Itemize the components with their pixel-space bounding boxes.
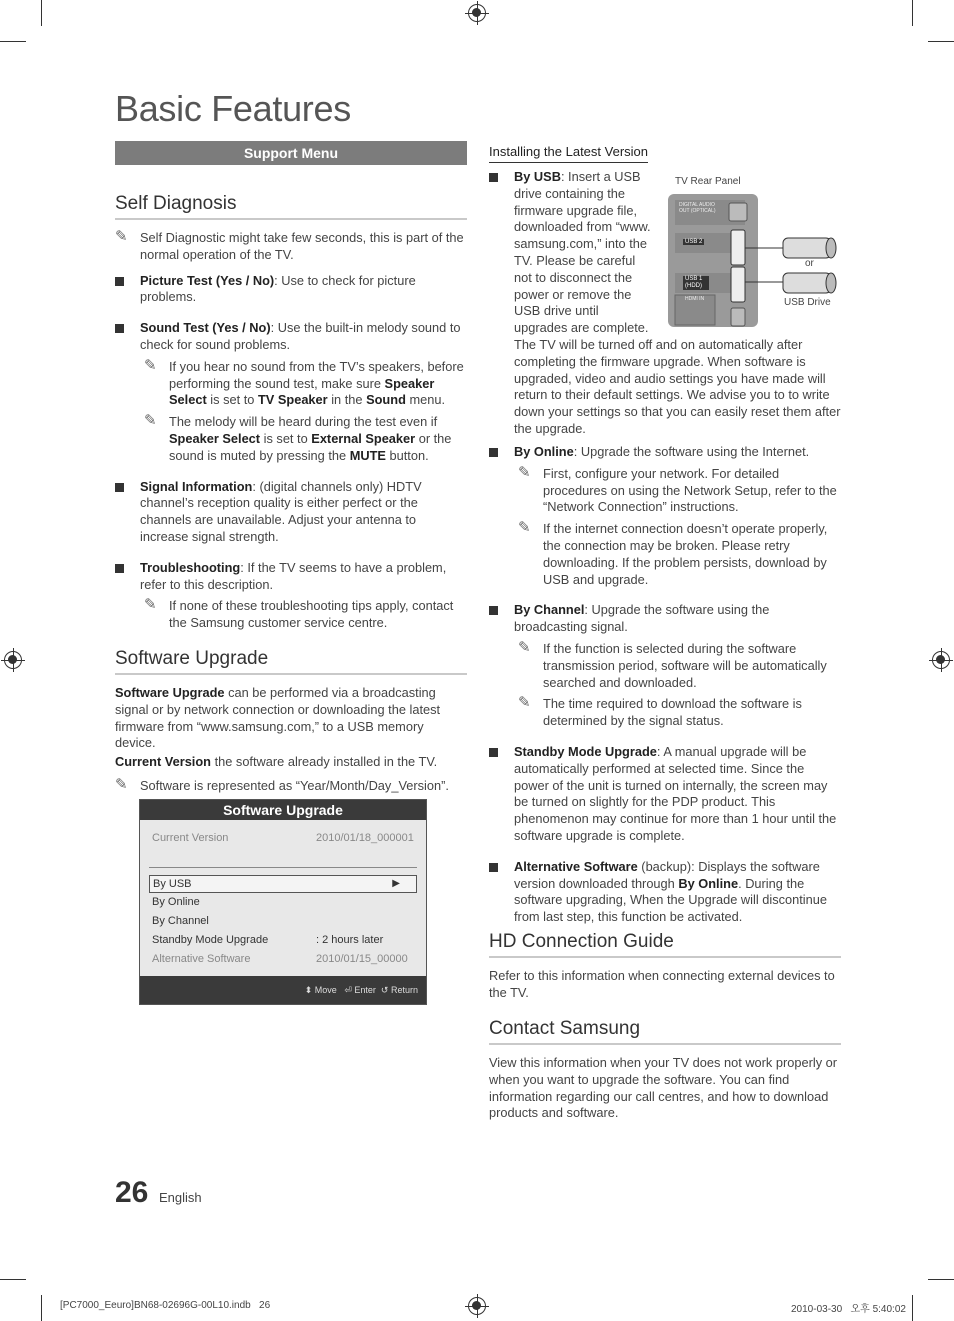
note-pencil-icon: ✎ [115,775,128,793]
note: ✎ If the internet connection doesn’t operate properly, the connection may be broken. Please retry downloading. If the problem persists, download by USB and upgrade. [518,519,828,587]
page-title: Basic Features [115,88,351,129]
right-column [489,144,841,169]
registration-mark-icon [468,4,486,22]
crop-mark [0,1279,26,1280]
or-label: or [805,258,814,269]
support-menu-bar: Support Menu [115,141,467,165]
list-item: By Online: Upgrade the software using the Internet. ✎ First, configure your network. For detailed procedures on using the Network Setup, refer to the “Network Connection” instructions. ✎ If the internet connection doesn’t operate properly, the connection may be broken. Please retry downloading. If the problem persists, download by USB and upgrade. [489,444,841,588]
note: ✎ First, configure your network. For detailed procedures on using the Network Setup, refer to the “Network Connection” instructions. [518,463,837,515]
installing-heading: Installing the Latest Version [489,144,648,163]
registration-mark-icon [4,651,22,669]
bullet-square-icon [489,748,498,757]
paragraph: Refer to this information when connecting external devices to the TV. [489,968,835,1000]
note: ✎ Software is represented as “Year/Month/Day_Version”. [115,775,449,793]
software-upgrade-section [115,648,467,798]
crop-mark [41,0,42,26]
crop-mark [0,41,26,42]
paragraph: Current Version the software already installed in the TV. [115,754,438,770]
note-pencil-icon: ✎ [144,596,157,614]
note-pencil-icon: ✎ [518,519,531,537]
note-pencil-icon: ✎ [518,463,531,481]
note: ✎ If the function is selected during the software transmission period, software will be automatically searched and downloaded. [518,638,827,690]
print-footer-right: 2010-03-30 오후 5:40:02 [791,1304,906,1315]
port-label: HDMI IN [685,296,705,302]
list-item: By Channel: Upgrade the software using the broadcasting signal. ✎ If the function is selected during the software transmission period, software will be automatically searched and downloaded. ✎ The time required to download the software is determined by the signal status. [489,602,841,730]
contact-samsung-section [489,1018,841,1122]
current-version-row: Current Version 2010/01/18_000001 [152,832,414,844]
paragraph: View this information when your TV does not work properly or when you want to upgrade the software. You can find information regarding our call centres, and how to download products and software. [489,1055,838,1121]
arrow-right-icon: ▶ [392,878,400,889]
bullet-square-icon [115,324,124,333]
note: ✎ Self Diagnostic might take few seconds, this is part of the normal operation of the TV. [115,228,464,262]
hd-connection-section [489,931,841,1002]
left-column [115,141,467,640]
list-item: Alternative Software (backup): Displays the software version downloaded through By Online. During the software upgrading, When the Upgrade will discontinue from last step, this function be activated. [489,859,841,926]
registration-mark-icon [468,1297,486,1315]
tv-rear-panel-label: TV Rear Panel [675,176,741,187]
note: ✎ If none of these troubleshooting tips apply, contact the Samsung customer service centre. [144,596,454,631]
menu-item-standby-mode-upgrade[interactable]: Standby Mode Upgrade : 2 hours later [152,934,384,946]
list-item: By USB: Insert a USB drive containing the firmware upgrade file, downloaded from “www. samsung.com,” into the TV. Please be careful not to disconnect the power or remove the USB drive until upgrades are complete. The TV will be turned off and on automatically after completing the firmware upgrade. When software is upgraded, video and audio settings you have made will return to their default settings. We advise you to to write down your settings so that you can easily reset them after the upgrade. [489,169,841,438]
note: ✎ The time required to download the software is determined by the signal status. [518,694,802,729]
note-pencil-icon: ✎ [144,412,157,430]
self-diagnosis-heading: Self Diagnosis [115,193,467,220]
crop-mark [928,1279,954,1280]
note: ✎ The melody will be heard during the test even if Speaker Select is set to External Speaker or the sound is muted by pressing the MUTE button. [144,412,452,463]
right-column-continued [489,444,841,934]
paragraph: Software Upgrade can be performed via a broadcasting signal or by network connection or downloading the latest firmware from “www.samsung.com,” to a USB memory device. [115,685,441,751]
list-item: Signal Information: (digital channels only) HDTV channel’s reception quality is either perfect or the channels are unavailable. Adjust your antenna to increase signal strength. [115,479,467,546]
bullet-square-icon [115,277,124,286]
enter-icon: ⏎ [344,985,352,995]
note-pencil-icon: ✎ [518,638,531,656]
software-upgrade-menu [139,799,427,1005]
menu-divider [149,867,417,868]
crop-mark [928,41,954,42]
menu-item-by-channel[interactable]: By Channel [152,915,209,927]
note: ✎ If you hear no sound from the TV’s speakers, before performing the sound test, make sure Speaker Select is set to TV Speaker in the Sound menu. [144,356,464,408]
bullet-square-icon [489,863,498,872]
by-usb-item [489,169,841,446]
port-label: DIGITAL AUDIO OUT (OPTICAL) [679,202,716,214]
bullet-square-icon [115,483,124,492]
crop-mark [912,1295,913,1321]
menu-item-by-online[interactable]: By Online [152,896,200,908]
page-number: 26 [115,1176,149,1209]
note-pencil-icon: ✎ [518,694,531,712]
menu-item-alternative-software[interactable]: Alternative Software 2010/01/15_00000 [152,953,408,965]
menu-item-by-usb[interactable]: By USB ▶ [149,875,417,893]
contact-samsung-heading: Contact Samsung [489,1018,841,1045]
bullet-square-icon [115,564,124,573]
registration-mark-icon [932,651,950,669]
list-item: Troubleshooting: If the TV seems to have a problem, refer to this description. ✎ If none of these troubleshooting tips apply, contact the Samsung customer service centre. [115,560,467,632]
note-pencil-icon: ✎ [144,356,157,374]
print-footer-left: [PC7000_Eeuro]BN68-02696G-00L10.indb 26 [60,1300,271,1311]
bullet-square-icon [489,173,498,182]
list-item: Standby Mode Upgrade: A manual upgrade will be automatically performed at selected time. Since the power of the unit is turned on internally, the screen may be turned on slightly for the PDP product. This phenomenon may continue for more than 1 hour until the software upgrade is complete. [489,744,841,845]
crop-mark [41,1295,42,1321]
note-pencil-icon: ✎ [115,228,128,245]
menu-title: Software Upgrade [140,800,426,820]
port-label: USB 1 (HDD) [683,276,709,290]
bullet-square-icon [489,448,498,457]
menu-footer: ⬍ Move ⏎ Enter ↺ Return [140,976,426,1004]
crop-mark [912,0,913,26]
diagram-spacer [653,169,841,333]
port-label: USB 2 [685,239,703,245]
bullet-square-icon [489,606,498,615]
list-item: Picture Test (Yes / No): Use to check for picture problems. [115,273,467,307]
language-label: English [159,1190,202,1205]
return-icon: ↺ [380,985,389,995]
list-item: Sound Test (Yes / No): Use the built-in melody sound to check for sound problems. ✎ If you hear no sound from the TV’s speakers, before performing the sound test, make sure Speaker Select is set to TV Speaker in the Sound menu. ✎ The melody will be heard during the test even if Speaker Select is set to External Speaker or the sound is muted by pressing the MUTE button. [115,320,467,464]
hd-connection-heading: HD Connection Guide [489,931,841,958]
software-upgrade-heading: Software Upgrade [115,648,467,675]
usb-drive-label: USB Drive [784,297,831,308]
move-icon: ⬍ [304,985,313,995]
